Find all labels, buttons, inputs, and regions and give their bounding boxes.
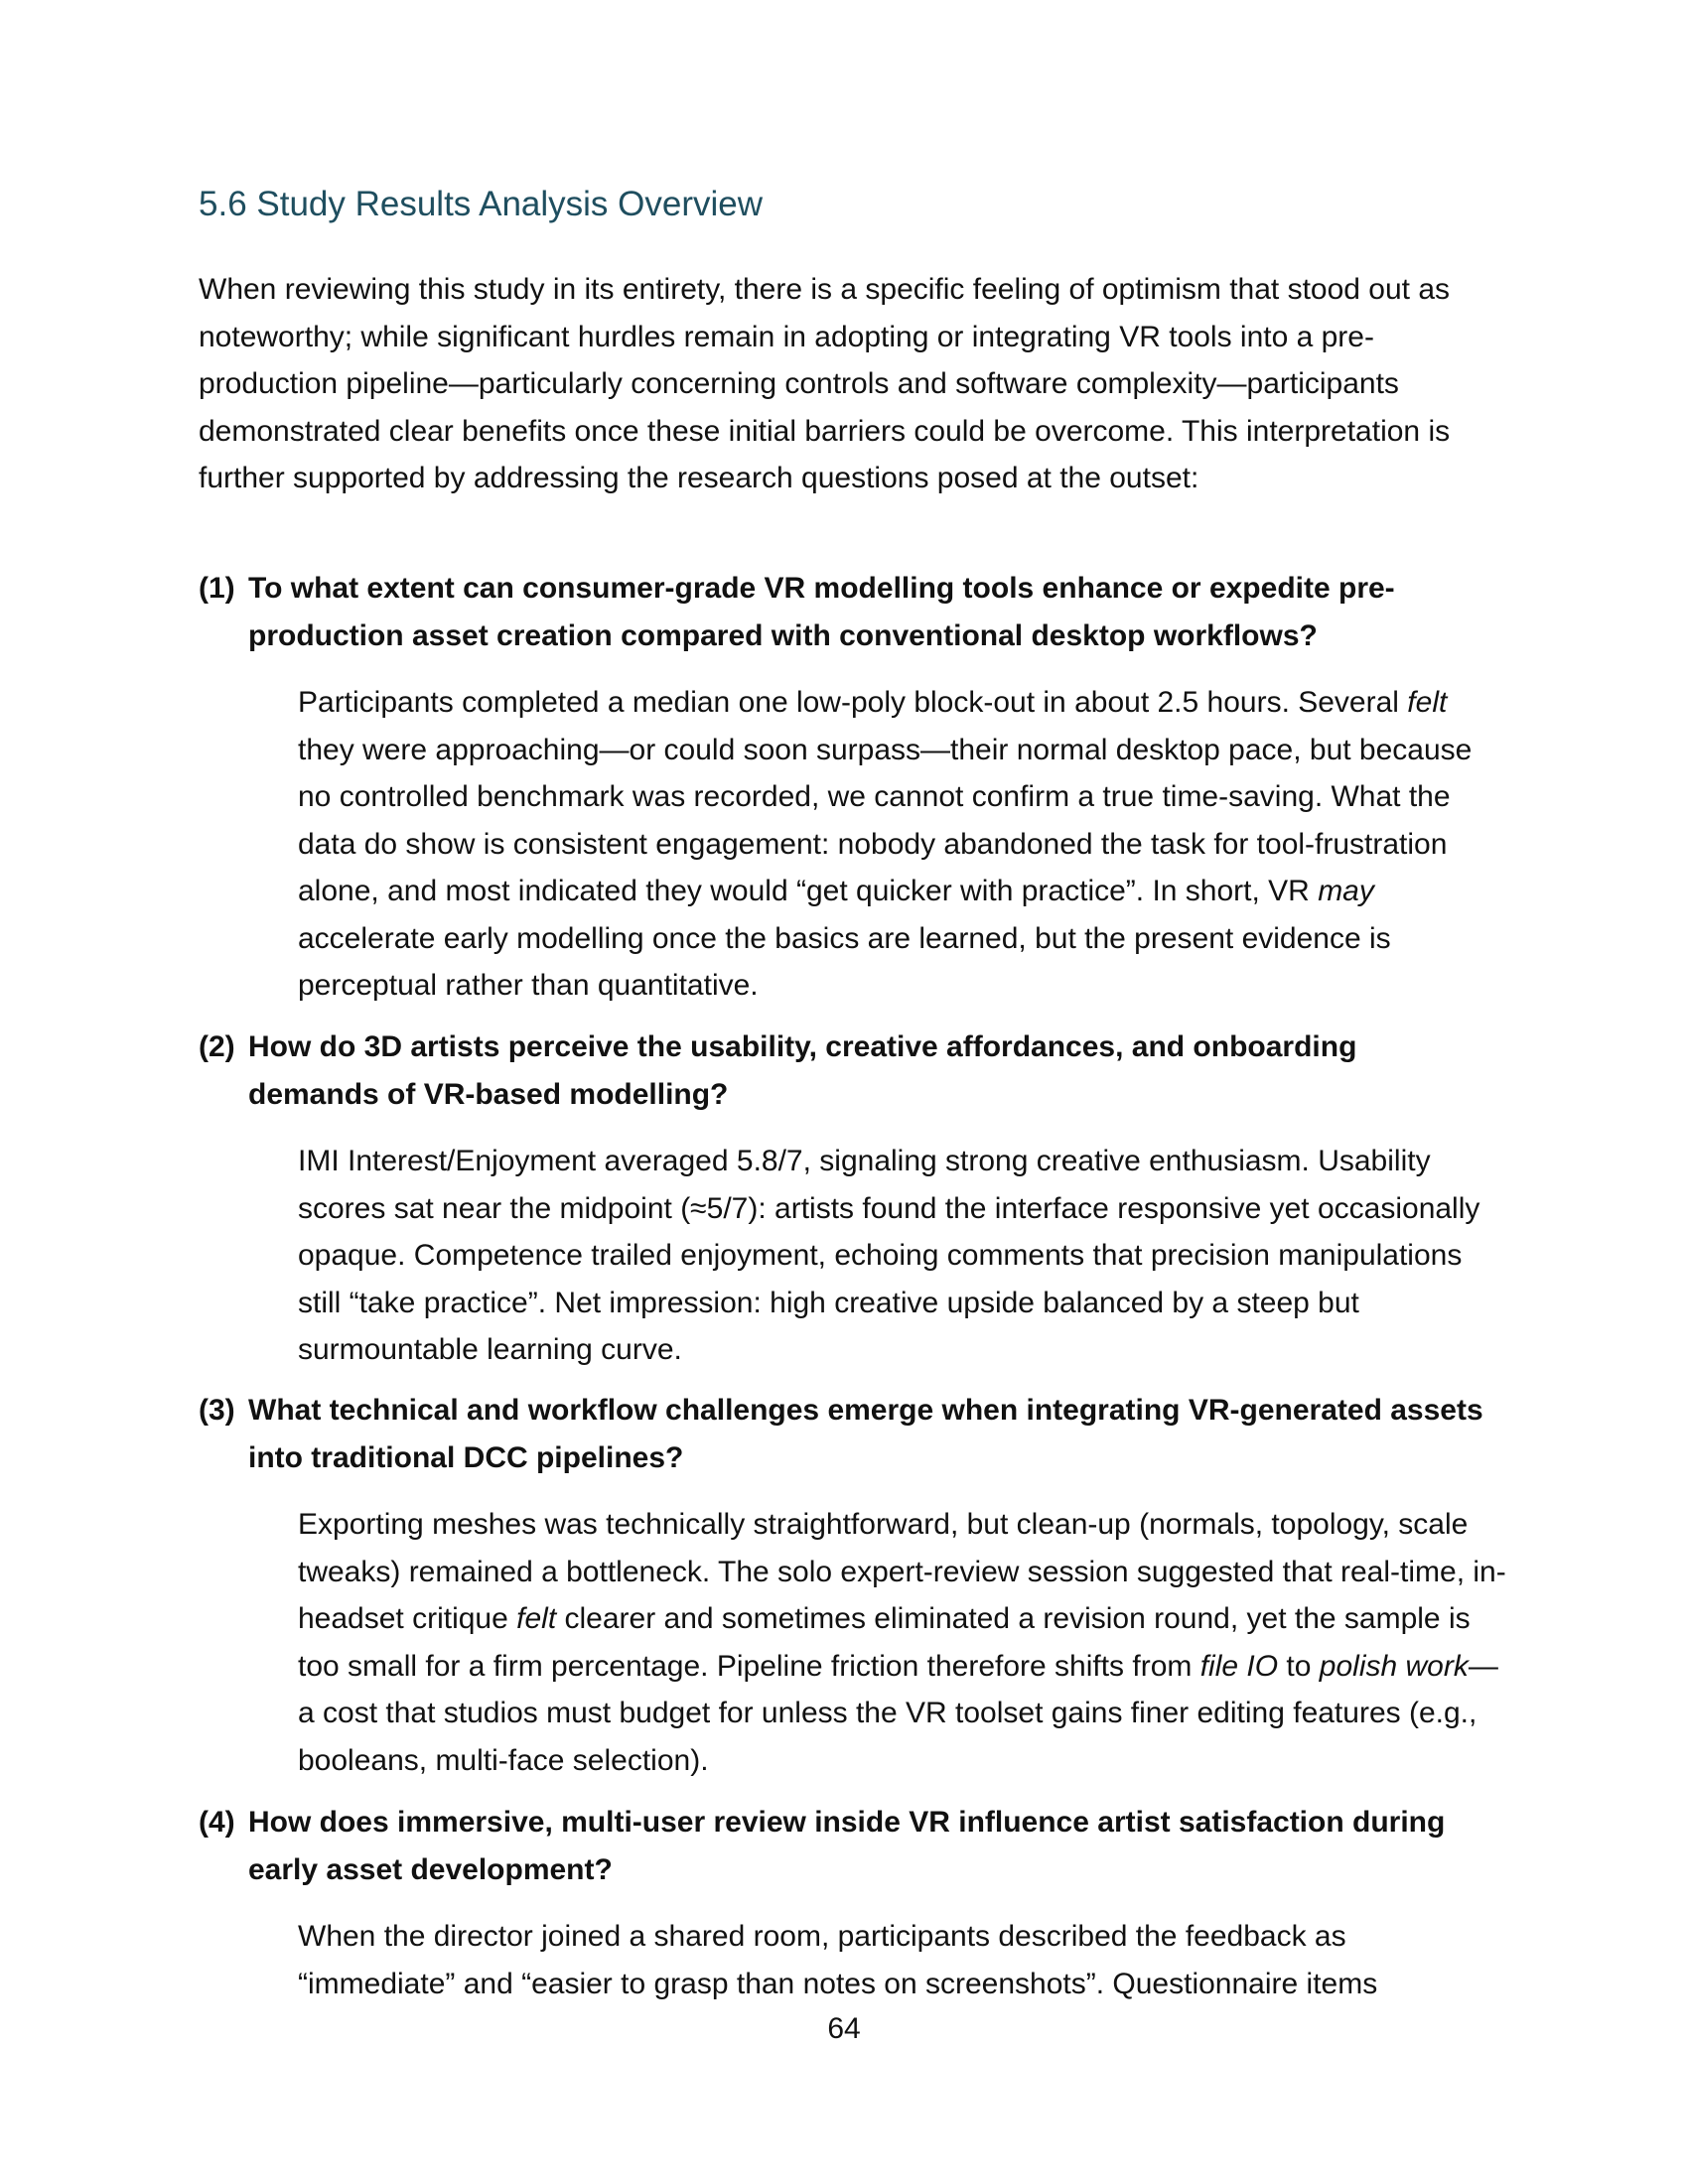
page-number: 64: [827, 2012, 861, 2045]
answer-emphasis: felt: [516, 1602, 557, 1635]
question-number: (4): [199, 1806, 235, 1839]
answer-emphasis: polish work: [1319, 1649, 1469, 1683]
answer-emphasis: felt: [1407, 686, 1448, 719]
answer-text: they were approaching—or could soon surpass—their normal desktop pace, but because no controlled benchmark was recorded, we cannot confirm a true time-saving. What the data do show is consistent engagement: nobody abandoned the task for tool-frustration alone, and most indicated they would “get quicker with practice”. In short, VR: [298, 733, 1473, 907]
question-text: What technical and workflow challenges emerge when integrating VR-generated assets into traditional DCC pipelines?: [248, 1394, 1483, 1474]
research-question-1: [199, 565, 1489, 659]
answer-text: When the director joined a shared room, participants described the feedback as “immediate” and “easier to grasp than notes on screenshots”. Questionnaire items: [298, 1920, 1378, 2000]
research-question-4: [199, 1799, 1489, 1893]
answer-text: clearer and sometimes eliminated a revision round, yet the sample is too small for a firm percentage. Pipeline friction therefore shifts from: [298, 1602, 1471, 1683]
answer-text: Exporting meshes was technically straightforward, but clean-up (normals, topology, scale tweaks) remained a bottleneck. The solo expert-review session suggested that real-time, in-headset critique: [298, 1508, 1506, 1635]
answer-paragraph-4: [298, 1913, 1509, 2007]
question-number: (3): [199, 1394, 235, 1427]
question-number: (2): [199, 1030, 235, 1063]
answer-paragraph-1: [298, 679, 1509, 1010]
answer-text: accelerate early modelling once the basics are learned, but the present evidence is perceptual rather than quantitative.: [298, 921, 1391, 1002]
answer-paragraph-2: [298, 1138, 1509, 1374]
research-question-2: [199, 1024, 1489, 1118]
answer-text: Participants completed a median one low-poly block-out in about 2.5 hours. Several: [298, 686, 1408, 719]
research-question-3: [199, 1387, 1489, 1481]
answer-text: to: [1278, 1649, 1320, 1683]
answer-text: IMI Interest/Enjoyment averaged 5.8/7, signaling strong creative enthusiasm. Usability scores sat near the midpoint (≈5/7): artists found the interface responsive yet occasionally opaque. Competence trailed enjoyment, echoing comments that precision manipulations still “take practice”. Net impression: high creative upside balanced by a steep but surmountable learning curve.: [298, 1145, 1480, 1366]
answer-emphasis: may: [1318, 875, 1374, 907]
intro-paragraph: When reviewing this study in its entirety, there is a specific feeling of optimism that stood out as noteworthy; while significant hurdles remain in adopting or integrating VR tools into a pre-production pipeline—particularly concerning controls and software complexity—participants demonstrated clear benefits once these initial barriers could be overcome. This interpretation is further supported by addressing the research questions posed at the outset:: [199, 273, 1451, 494]
question-text: How do 3D artists perceive the usability, creative affordances, and onboarding demands of VR-based modelling?: [248, 1030, 1357, 1111]
answer-text: —a cost that studios must budget for unless the VR toolset gains finer editing features (e.g., booleans, multi-face selection).: [298, 1649, 1498, 1777]
question-number: (1): [199, 572, 235, 605]
question-text: How does immersive, multi-user review inside VR influence artist satisfaction during early asset development?: [248, 1806, 1446, 1886]
section-heading: 5.6 Study Results Analysis Overview: [199, 185, 764, 223]
answer-emphasis: file IO: [1199, 1649, 1279, 1683]
answer-paragraph-3: [298, 1501, 1509, 1784]
question-text: To what extent can consumer-grade VR modelling tools enhance or expedite pre-production asset creation compared with conventional desktop workflows?: [248, 572, 1395, 652]
